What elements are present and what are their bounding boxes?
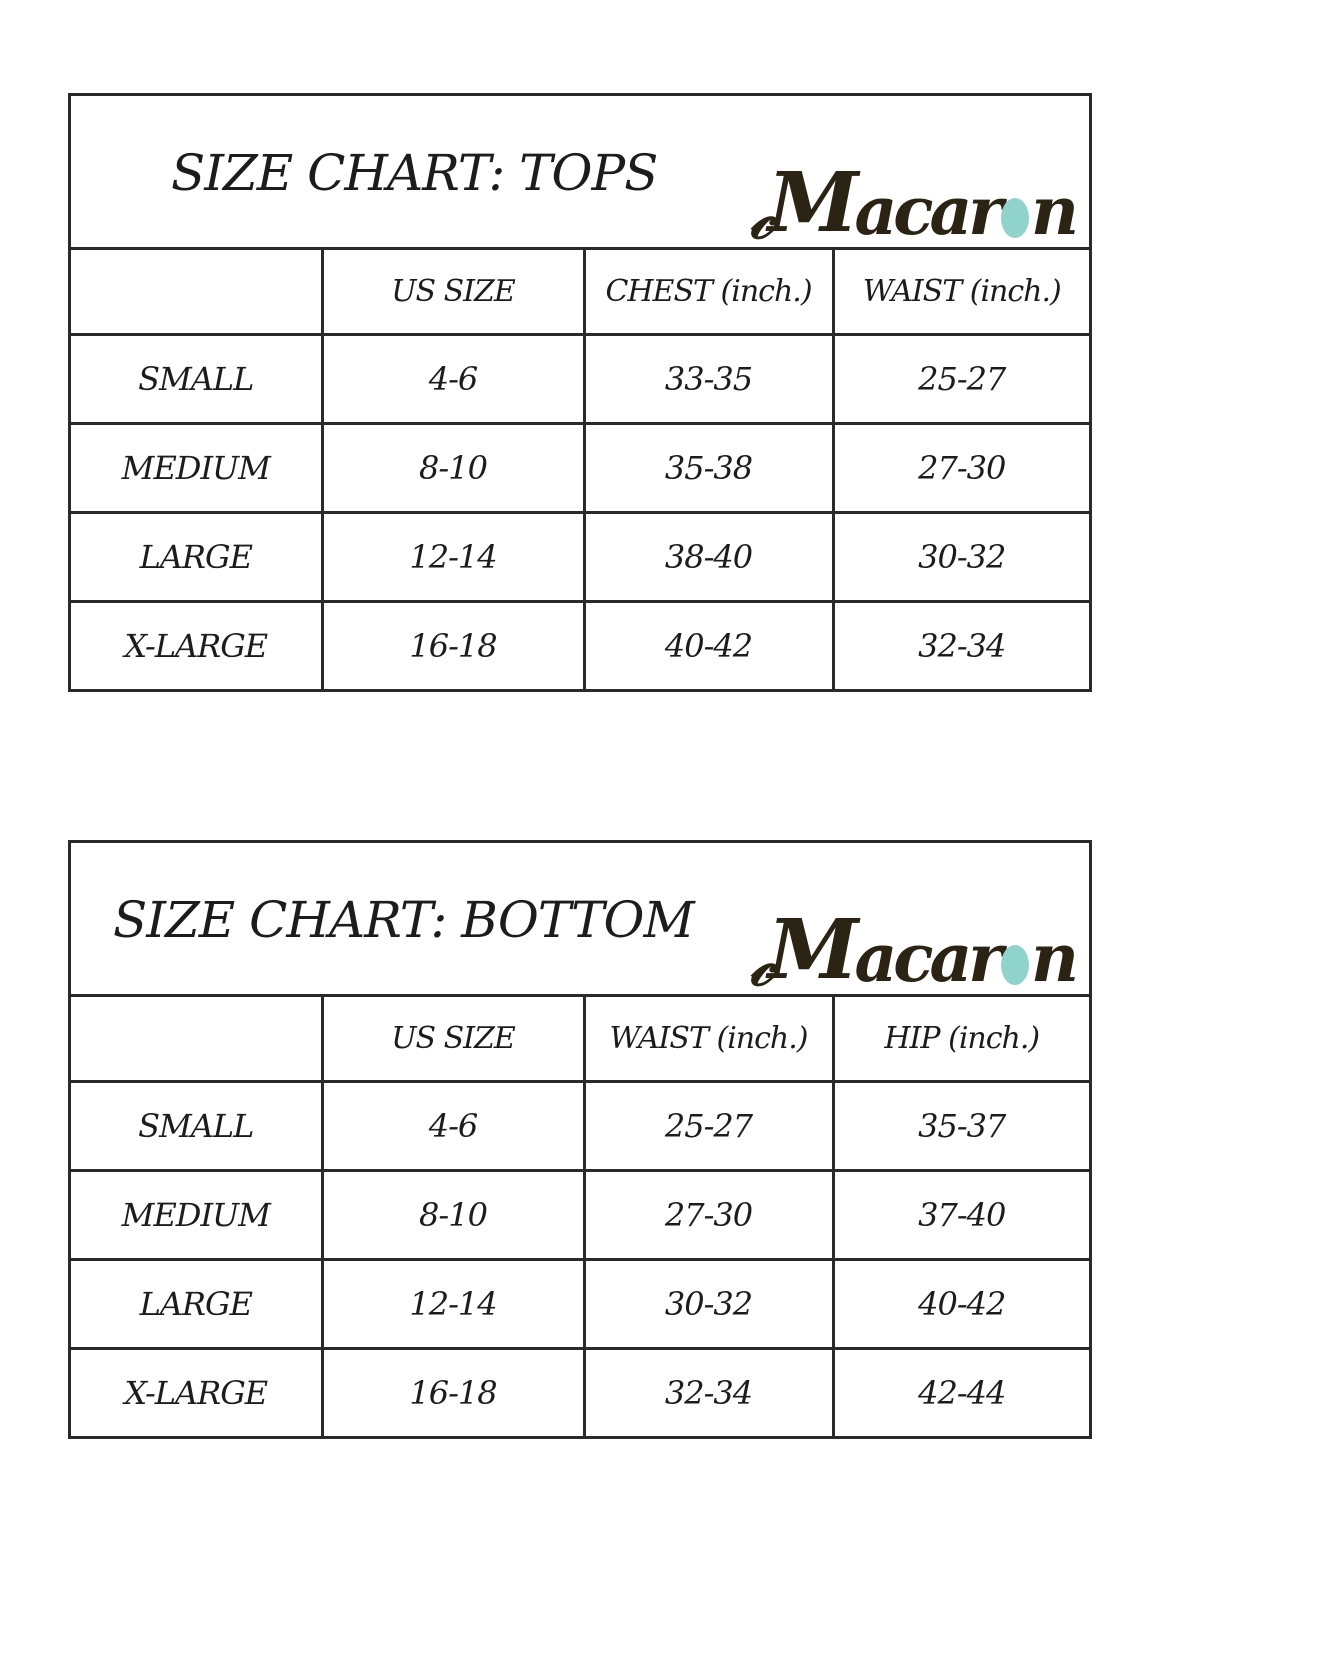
size-label-cell: SMALL: [71, 335, 322, 424]
header-cell: US SIZE: [322, 997, 584, 1082]
macaron-logo: [749, 902, 1075, 1000]
header-cell: WAIST (inch.): [833, 250, 1089, 335]
logo-m: M: [767, 902, 855, 998]
table-cell: 27-30: [584, 1171, 833, 1260]
size-chart-bottom: [68, 840, 1092, 1439]
table-cell: 4-6: [322, 335, 584, 424]
table-cell: 12-14: [322, 513, 584, 602]
header-row: [71, 250, 1089, 335]
chart-title: SIZE CHART: BOTTOM: [113, 891, 694, 949]
header-cell: CHEST (inch.): [584, 250, 833, 335]
logo-swash: 𝒸: [749, 930, 774, 1000]
logo-suffix: n: [1031, 919, 1075, 997]
table-cell: 40-42: [833, 1260, 1089, 1349]
table-row: [71, 602, 1089, 690]
logo-middle: acar: [854, 172, 999, 250]
table-cell: 27-30: [833, 424, 1089, 513]
table-cell: 30-32: [584, 1260, 833, 1349]
table-cell: 4-6: [322, 1082, 584, 1171]
table-cell: 30-32: [833, 513, 1089, 602]
table-cell: 32-34: [584, 1349, 833, 1437]
chart-header: [71, 843, 1089, 1000]
macaron-logo: [749, 155, 1075, 253]
size-label-cell: LARGE: [71, 513, 322, 602]
header-cell: HIP (inch.): [833, 997, 1089, 1082]
table-row: [71, 424, 1089, 513]
table-row: [71, 1082, 1089, 1171]
header-cell: US SIZE: [322, 250, 584, 335]
chart-title: SIZE CHART: TOPS: [171, 144, 658, 202]
chart-header: [71, 96, 1089, 253]
logo-suffix: n: [1031, 172, 1075, 250]
table-row: [71, 1171, 1089, 1260]
table-cell: 25-27: [833, 335, 1089, 424]
table-row: [71, 513, 1089, 602]
table-row: [71, 1349, 1089, 1437]
size-label-cell: X-LARGE: [71, 1349, 322, 1437]
table-row: [71, 1260, 1089, 1349]
logo-macaron-dot-icon: [1001, 945, 1029, 985]
size-table: [71, 250, 1089, 689]
logo-m: M: [767, 155, 855, 251]
table-cell: 32-34: [918, 627, 1006, 665]
table-cell: 35-37: [833, 1082, 1089, 1171]
table-cell: 33-35: [584, 335, 833, 424]
logo-macaron-dot-icon: [1001, 198, 1029, 238]
size-label-cell: X-LARGE: [71, 602, 322, 690]
size-table: [71, 997, 1089, 1436]
size-label-cell: MEDIUM: [71, 424, 322, 513]
table-cell: 42-44: [918, 1374, 1006, 1412]
table-cell: 12-14: [322, 1260, 584, 1349]
header-cell: [71, 997, 322, 1082]
table-cell: 35-38: [584, 424, 833, 513]
table-cell: 16-18: [322, 1349, 584, 1437]
table-cell: 37-40: [833, 1171, 1089, 1260]
size-label-cell: SMALL: [71, 1082, 322, 1171]
logo-swash: 𝒸: [749, 183, 774, 253]
table-cell: 25-27: [584, 1082, 833, 1171]
table-cell: 8-10: [322, 424, 584, 513]
header-cell: [71, 250, 322, 335]
table-row: [71, 335, 1089, 424]
logo-middle: acar: [854, 919, 999, 997]
table-cell: 16-18: [322, 602, 584, 690]
size-label-cell: MEDIUM: [71, 1171, 322, 1260]
size-label-cell: LARGE: [71, 1260, 322, 1349]
header-cell: WAIST (inch.): [584, 997, 833, 1082]
table-cell: 38-40: [584, 513, 833, 602]
size-chart-tops: [68, 93, 1092, 692]
header-row: [71, 997, 1089, 1082]
table-cell: 8-10: [322, 1171, 584, 1260]
table-cell: 40-42: [584, 602, 833, 690]
